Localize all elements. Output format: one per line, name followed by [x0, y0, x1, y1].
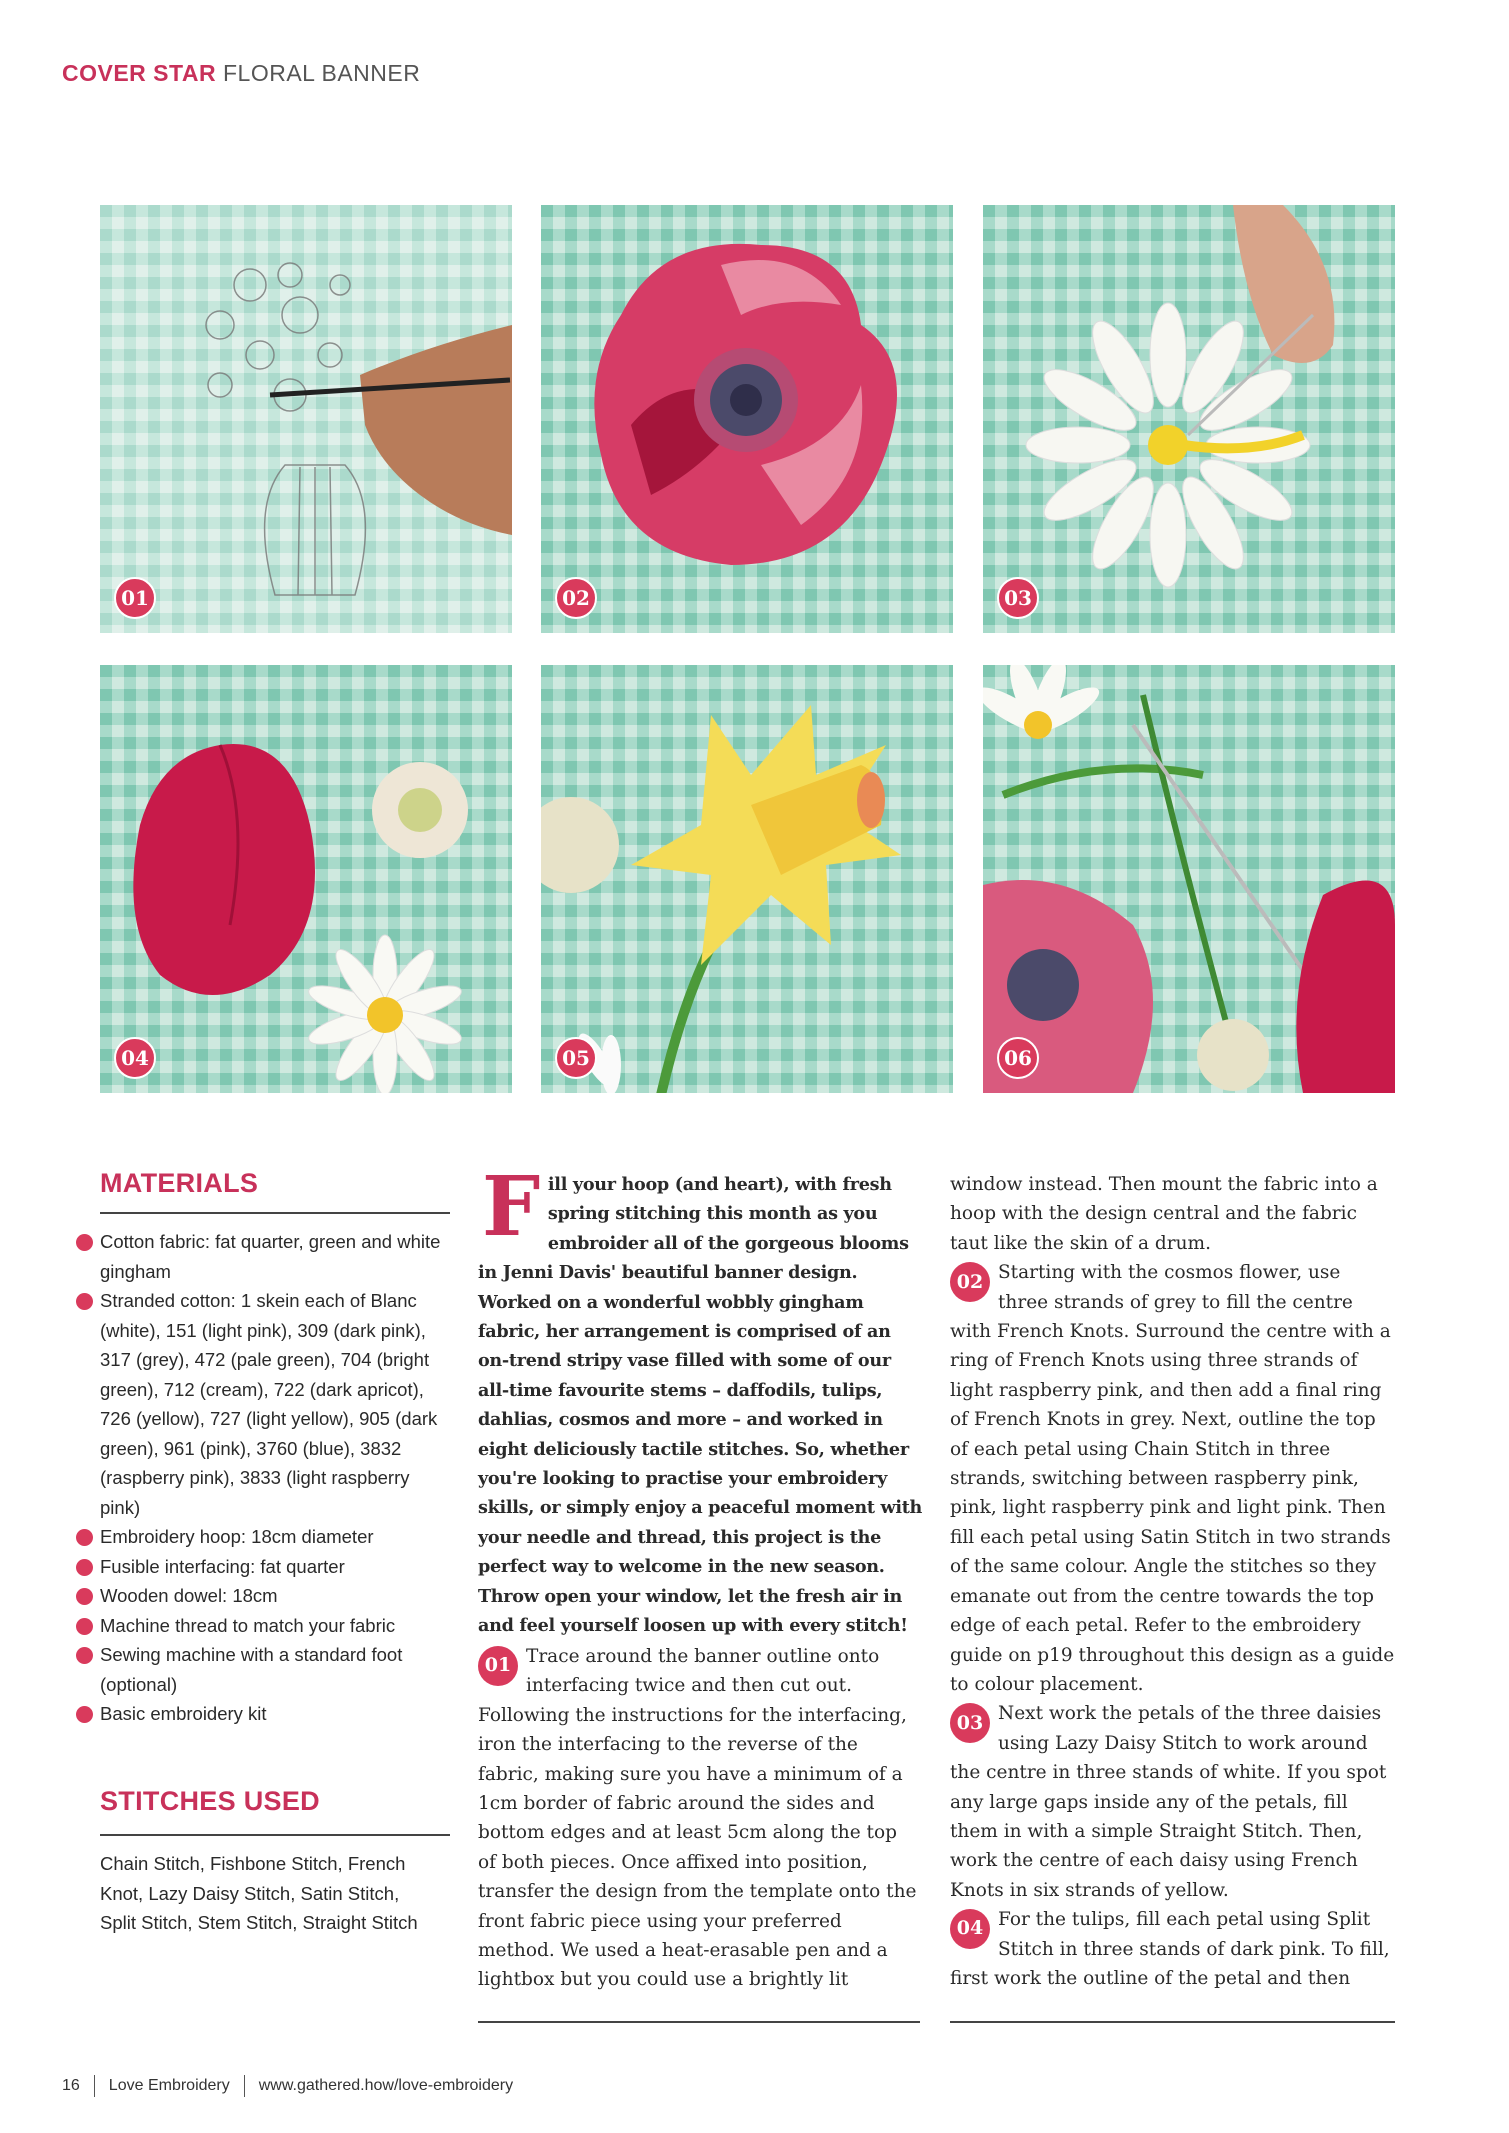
step-text-01: Trace around the banner outline onto interfacing twice and then cut out. Following the instructions for the interfacing, iron the interfacing to the reverse of the fabric, making sure you have a minimum of a 1cm border of fabric around the sides and bottom edges and at least 5cm along the top of both pieces. Once affixed into position, transfer the design from the template onto the front fabric piece using your preferred method. We used a heat-erasable pen and a lightbox but you could use a brightly lit	[478, 1646, 917, 1991]
step-photo-06	[983, 665, 1395, 1093]
bullet-icon	[76, 1234, 93, 1251]
step-photo-03	[983, 205, 1395, 633]
materials-list	[100, 1227, 450, 1729]
tracing-hand-photo	[100, 205, 512, 633]
middle-bottom-rule	[478, 2021, 920, 2023]
bullet-icon	[76, 1293, 93, 1310]
step-01-continued: window instead. Then mount the fabric into a hoop with the design central and the fabric taut like the skin of a drum.	[950, 1174, 1378, 1254]
fishbone-photo	[983, 665, 1395, 1093]
bullet-icon	[76, 1647, 93, 1664]
tulip-photo	[100, 665, 512, 1093]
magazine-name: Love Embroidery	[108, 2077, 230, 2094]
step-number-03: 03	[950, 1703, 990, 1743]
step-01	[478, 1642, 920, 1995]
step-04	[950, 1905, 1395, 1993]
right-bottom-rule	[950, 2021, 1395, 2023]
step-02	[950, 1258, 1395, 1699]
step-text-04: For the tulips, fill each petal using Split Stitch in three stands of dark pink. To fill, first work the outline of the petal and then	[950, 1909, 1390, 1989]
website-link[interactable]: www.gathered.how/love-embroidery	[258, 2077, 514, 2094]
bullet-icon	[76, 1559, 93, 1576]
stitches-rule	[100, 1834, 450, 1836]
daffodil-photo	[541, 665, 953, 1093]
list-item: Fusible interfacing: fat quarter	[70, 1552, 450, 1582]
step-photo-04	[100, 665, 512, 1093]
step-text-02: Starting with the cosmos flower, use three strands of grey to fill the centre with French Knots. Surround the centre with a ring of French Knots using three strands of light raspberry pink, and then add a final ring of French Knots in grey. Next, outline the top of each petal using Chain Stitch in three strands, switching between raspberry pink, pink, light raspberry pink and light pink. Then fill each petal using Satin Stitch in two strands of the same colour. Angle the stitches so they emanate out from the centre towards the top edge of each petal. Refer to the embroidery guide on p19 throughout this design as a guide to colour placement.	[950, 1262, 1395, 1695]
drop-cap: F	[482, 1159, 540, 1255]
step-badge-04: 04	[114, 1037, 156, 1079]
bullet-icon	[76, 1706, 93, 1723]
materials-heading: MATERIALS	[100, 1168, 259, 1198]
page-number: 16	[62, 2077, 80, 2094]
step-badge-03: 03	[997, 577, 1039, 619]
step-photo-01	[100, 205, 512, 633]
list-item: Machine thread to match your fabric	[70, 1611, 450, 1641]
list-item: Cotton fabric: fat quarter, green and white gingham	[70, 1227, 450, 1286]
materials-rule	[100, 1212, 450, 1214]
header-light: FLORAL BANNER	[222, 60, 421, 86]
step-number-02: 02	[950, 1262, 990, 1302]
stitches-heading: STITCHES USED	[100, 1786, 320, 1816]
step-badge-02: 02	[555, 577, 597, 619]
step-photo-05	[541, 665, 953, 1093]
poppy-photo	[541, 205, 953, 633]
bullet-icon	[76, 1588, 93, 1605]
right-column	[950, 1170, 1395, 1993]
step-text-03: Next work the petals of the three daisies using Lazy Daisy Stitch to work around the centre in three stands of white. If you spot any large gaps inside any of the petals, fill them in with a simple Straight Stitch. Then, work the centre of each daisy using French Knots in six strands of yellow.	[950, 1703, 1387, 1901]
page-header	[62, 60, 420, 87]
daisy-photo	[983, 205, 1395, 633]
list-item: Basic embroidery kit	[70, 1699, 450, 1729]
step-badge-01: 01	[114, 577, 156, 619]
header-strong: COVER STAR	[62, 60, 217, 86]
bullet-icon	[76, 1618, 93, 1635]
step-photo-02	[541, 205, 953, 633]
footer-divider	[244, 2075, 245, 2097]
step-badge-05: 05	[555, 1037, 597, 1079]
list-item: Wooden dowel: 18cm	[70, 1581, 450, 1611]
step-badge-06: 06	[997, 1037, 1039, 1079]
list-item: Sewing machine with a standard foot (optional)	[70, 1640, 450, 1699]
list-item: Embroidery hoop: 18cm diameter	[70, 1522, 450, 1552]
bullet-icon	[76, 1529, 93, 1546]
intro-text: ill your hoop (and heart), with fresh spring stitching this month as you embroider all of the gorgeous blooms in Jenni Davis' beautiful banner design. Worked on a wonderful wobbly gingham fabric, her arrangement is comprised of an on-trend stripy vase filled with some of our all-time favourite stems – daffodils, tulips, dahlias, cosmos and more – and worked in eight deliciously tactile stitches. So, whether you're looking to practise your embroidery skills, or simply enjoy a peaceful moment with your needle and thread, this project is the perfect way to welcome in the new season. Throw open your window, let the fresh air in and feel yourself loosen up with every stitch!	[478, 1174, 923, 1637]
list-item: Stranded cotton: 1 skein each of Blanc (white), 151 (light pink), 309 (dark pink), 317 (grey), 472 (pale green), 704 (bright green), 712 (cream), 722 (dark apricot), 726 (yellow), 727 (light yellow), 905 (dark green), 961 (pink), 3760 (blue), 3832 (raspberry pink), 3833 (light raspberry pink)	[70, 1286, 450, 1522]
footer-divider	[94, 2075, 95, 2097]
intro-paragraph	[478, 1159, 923, 1641]
step-03	[950, 1699, 1395, 1905]
page-footer	[62, 2075, 513, 2097]
step-number-04: 04	[950, 1909, 990, 1949]
stitches-text: Chain Stitch, Fishbone Stitch, French Knot, Lazy Daisy Stitch, Satin Stitch, Split Stitch, Stem Stitch, Straight Stitch	[100, 1853, 418, 1933]
step-number-01: 01	[478, 1646, 518, 1686]
